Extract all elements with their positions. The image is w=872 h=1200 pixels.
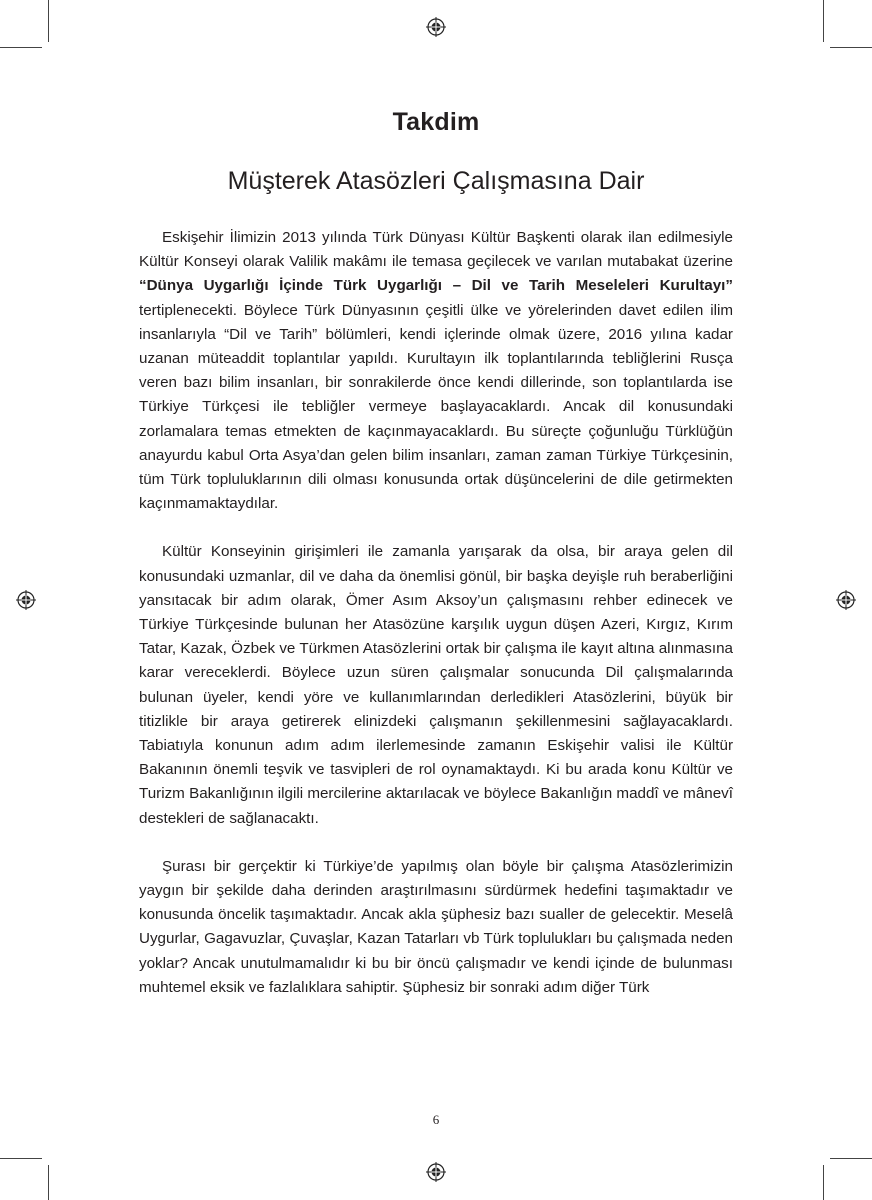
registration-mark-icon [836,590,856,610]
registration-mark-icon [16,590,36,610]
body-text [139,226,733,1024]
page-number: 6 [432,1112,440,1127]
paragraph-text: Eskişehir İlimizin 2013 yılında Türk Dünyası Kültür Başkenti olarak ilan edilmesiyle Kültür Konseyi olarak Valilik makâmı ile temasa geçilecek ve varılan mutabakat üzerine [139,229,733,271]
paragraph [139,226,733,516]
crop-mark [48,1165,49,1200]
page-title: Takdim [392,108,480,136]
crop-mark [0,1158,42,1159]
crop-mark [823,0,824,42]
crop-mark [830,47,872,48]
crop-mark [830,1158,872,1159]
crop-mark [48,0,49,42]
page-subtitle: Müşterek Atasözleri Çalışmasına Dair [227,167,645,195]
paragraph: Şurası bir gerçektir ki Türkiye’de yapılmış olan böyle bir çalışma Atasözlerimizin yaygın bir şekilde daha derinden araştırılmasını sürdürmek hedefini taşımaktadır ve konusunda öncelik taşımaktadır. Ancak akla şüphesiz bazı sualler de gelecektir. Meselâ Uygurlar, Gagavuzlar, Çuvaşlar, Kazan Tatarları vb Türk toplulukları bu çalışmada neden yoklar? Ancak unutulmamalıdır ki bu bir öncü çalışmadır ve kendi içinde de bulunması muhtemel eksik ve fazlalıklara sahiptir. Şüphesiz bir sonraki adım diğer Türk [139,857,733,996]
registration-mark-icon [426,17,446,37]
paragraph: Kültür Konseyinin girişimleri ile zamanla yarışarak da olsa, bir araya gelen dil konusundaki uzmanlar, dil ve daha da önemlisi gönül, bir başka deyişle ruh beraberliğini yansıtacak bir adım olarak, Ömer Asım Aksoy’un çalışmasını rehber edinecek ve Türkiye Türkçesinde bulunan her Atasözüne karşılık uygun düşen Azeri, Kırgız, Kırım Tatar, Kazak, Özbek ve Türkmen Atasözlerini ortak bir çalışma ile kayıt altına alınmasına karar vereceklerdi. Böylece uzun süren çalışmalar sonucunda Dil çalışmalarında bulunan üyeler, kendi yöre ve kullanımlarından derledikleri Atasözlerini, büyük bir titizlikle bir araya getirerek elinizdeki çalışmanın şekillenmesini sağlayacaklardı. Tabiatıyla konunun adım adım ilerlemesinde zamanın Eskişehir valisi ile Kültür Bakanının önemli teşvik ve tasvipleri de rol oynamaktaydı. Ki bu arada konu Kültür ve Turizm Bakanlığının ilgili mercilerine aktarılacak ve böylece Bakanlığın maddî ve mânevî destekleri de sağlanacaktı. [139,543,733,827]
kurultay-name: “Dünya Uygarlığı İçinde Türk Uygarlığı – Dil ve Tarih Meseleleri Kurultayı” [139,277,733,295]
paragraph-text: tertiplenecekti. Böylece Türk Dünyasının çeşitli ülke ve yörelerinden davet edilen ilim insanlarıyla “Dil ve Tarih” bölümleri, kendi içlerinde olmak üzere, 2016 yılına kadar uzanan müteaddit toplantılar yapıldı. Kurultayın ilk toplantılarında tebliğlerini Rusça veren bazı bilim insanları, bir sonrakilerde önce kendi dillerinde, son toplantılarda ise Türkiye Türkçesi ile tebliğler vermeye başlayacaklardı. Ancak dil konusundaki zorlamalara temas etmekten de kaçınmayacaklardı. Bu süreçte çoğunluğu Türklüğün anayurdu kabul Orta Asya’dan gelen bilim insanları, zaman zaman Türkiye Türkçesinin, tüm Türk topluluklarının dili olması konusunda ortak düşüncelerini de dile getirmekten kaçınmamaktaydılar. [139,301,733,513]
registration-mark-icon [426,1162,446,1182]
crop-mark [823,1165,824,1200]
crop-mark [0,47,42,48]
